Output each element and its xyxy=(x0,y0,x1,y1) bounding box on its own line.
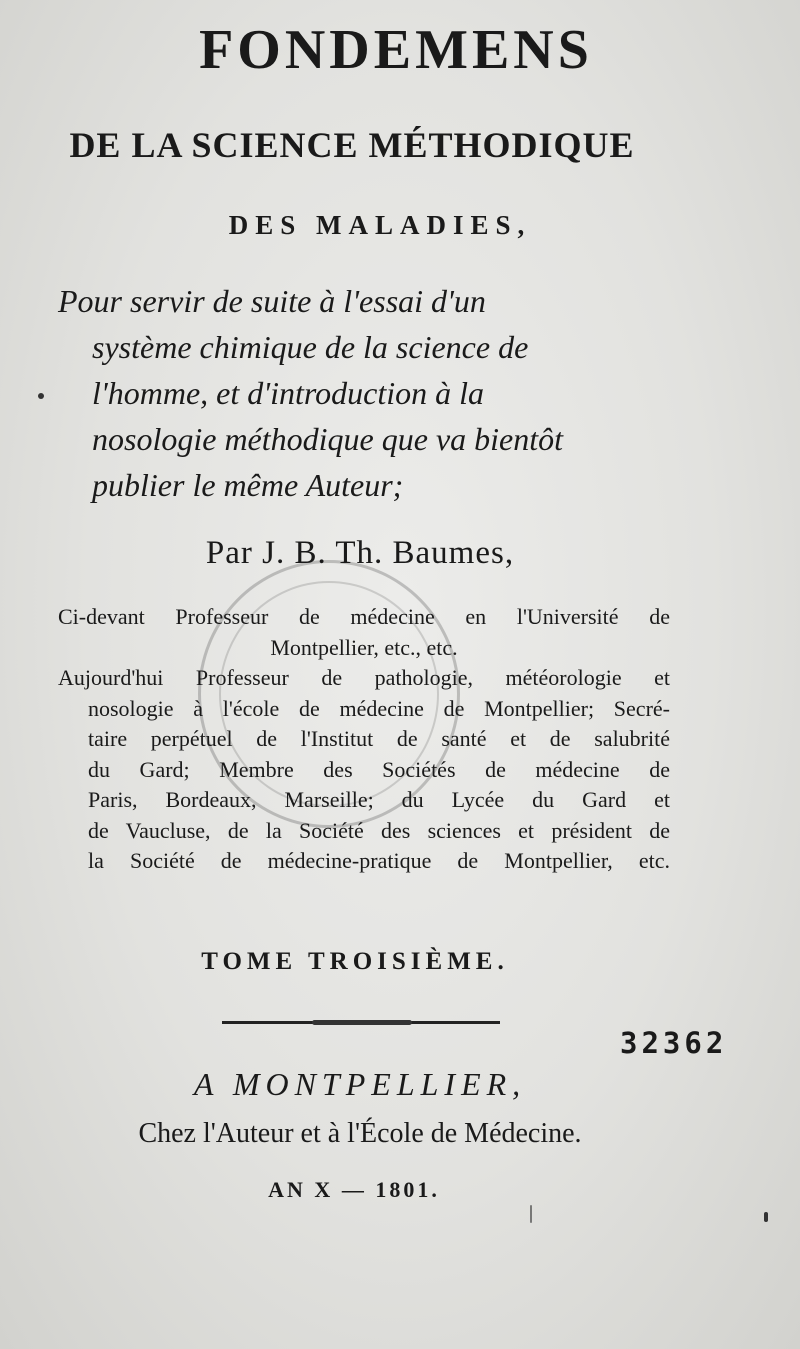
credential-line: la Société de médecine-pratique de Montpellier, etc. xyxy=(88,848,670,873)
description-line: Pour servir de suite à l'essai d'un xyxy=(58,283,486,319)
ink-speck xyxy=(764,1212,768,1222)
credential-line: Ci-devant Professeur de médecine en l'Université de xyxy=(58,604,670,629)
shelfmark-number: 32362 xyxy=(620,1026,728,1060)
description-line: publier le même Auteur; xyxy=(92,467,404,503)
ink-speck xyxy=(38,393,44,399)
ornamental-rule xyxy=(222,1021,500,1024)
credential-line: de Vaucluse, de la Société des sciences et président de xyxy=(88,817,670,843)
description-line: l'homme, et d'introduction à la xyxy=(92,375,485,411)
imprint-city: A MONTPELLIER, xyxy=(193,1066,527,1102)
author-byline: Par J. B. Th. Baumes, xyxy=(205,535,515,571)
book-subtitle-2: DES MALADIES, xyxy=(228,210,532,240)
author-credentials xyxy=(58,602,670,877)
book-subtitle: DE LA SCIENCE MÉTHODIQUE xyxy=(69,125,635,165)
description-block xyxy=(58,278,678,508)
ink-speck xyxy=(530,1205,532,1223)
description-line: nosologie méthodique que va bientôt xyxy=(92,421,564,457)
volume-label: TOME TROISIÈME. xyxy=(201,948,509,975)
book-title: FONDEMENS xyxy=(199,19,593,81)
imprint-publisher: Chez l'Auteur et à l'École de Médecine. xyxy=(138,1118,582,1149)
credential-line: Paris, Bordeaux, Marseille; du Lycée du Gard et xyxy=(88,787,670,812)
credential-line: Montpellier, etc., etc. xyxy=(270,634,458,660)
credential-line: Aujourd'hui Professeur de pathologie, météorologie et xyxy=(58,665,670,690)
credential-line: nosologie à l'école de médecine de Montpellier; Secré- xyxy=(88,695,670,721)
credential-line: du Gard; Membre des Sociétés de médecine de xyxy=(88,756,670,782)
credential-line: taire perpétuel de l'Institut de santé et de salubrité xyxy=(88,726,670,751)
description-line: système chimique de la science de xyxy=(92,329,529,365)
imprint-date: AN X — 1801. xyxy=(268,1177,440,1202)
